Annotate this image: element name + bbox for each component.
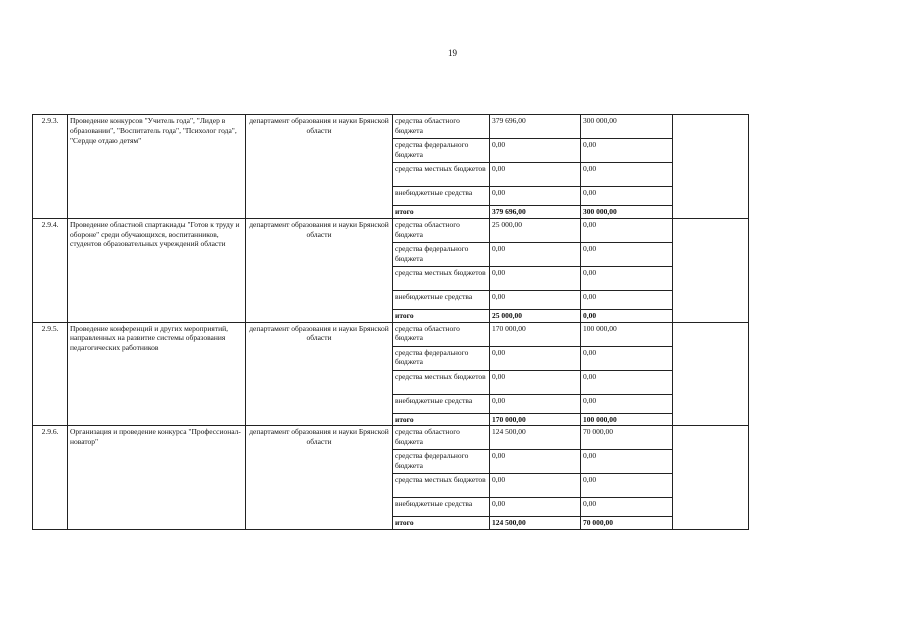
amount-year-1: 0,00	[490, 346, 581, 370]
amount-year-1: 124 500,00	[490, 517, 581, 530]
amount-year-2: 0,00	[581, 187, 673, 206]
amount-year-1: 25 000,00	[490, 309, 581, 322]
empty-column-cell	[673, 115, 749, 219]
total-label: итого	[393, 517, 490, 530]
funding-source-label: средства федерального бюджета	[393, 346, 490, 370]
amount-year-2: 0,00	[581, 309, 673, 322]
item-name: Проведение конкурсов "Учитель года", "Лидер в образовании", "Воспитатель года", "Психолог года", "Сердце отдаю детям"	[68, 115, 246, 219]
item-code: 2.9.3.	[33, 115, 68, 219]
amount-year-1: 124 500,00	[490, 426, 581, 450]
amount-year-2: 70 000,00	[581, 517, 673, 530]
amount-year-2: 70 000,00	[581, 426, 673, 450]
amount-year-1: 0,00	[490, 163, 581, 187]
empty-column-cell	[673, 218, 749, 322]
funding-source-label: средства областного бюджета	[393, 218, 490, 242]
total-label: итого	[393, 413, 490, 426]
budget-table	[32, 114, 749, 530]
funding-source-label: средства областного бюджета	[393, 115, 490, 139]
funding-source-label: средства федерального бюджета	[393, 242, 490, 266]
amount-year-2: 0,00	[581, 474, 673, 498]
item-name: Организация и проведение конкурса "Профессионал-новатор"	[68, 426, 246, 530]
amount-year-2: 0,00	[581, 266, 673, 290]
amount-year-2: 100 000,00	[581, 413, 673, 426]
funding-source-label: внебюджетные средства	[393, 187, 490, 206]
amount-year-2: 0,00	[581, 163, 673, 187]
funding-source-label: средства местных бюджетов	[393, 370, 490, 394]
amount-year-2: 0,00	[581, 498, 673, 517]
amount-year-1: 0,00	[490, 187, 581, 206]
amount-year-1: 0,00	[490, 139, 581, 163]
amount-year-1: 0,00	[490, 498, 581, 517]
page-number: 19	[448, 48, 457, 58]
amount-year-2: 0,00	[581, 139, 673, 163]
item-code: 2.9.5.	[33, 322, 68, 426]
funding-source-label: средства местных бюджетов	[393, 163, 490, 187]
table-row	[33, 322, 749, 346]
amount-year-1: 0,00	[490, 370, 581, 394]
empty-column-cell	[673, 322, 749, 426]
amount-year-1: 0,00	[490, 450, 581, 474]
amount-year-2: 0,00	[581, 218, 673, 242]
amount-year-2: 0,00	[581, 242, 673, 266]
total-label: итого	[393, 309, 490, 322]
amount-year-1: 170 000,00	[490, 322, 581, 346]
total-label: итого	[393, 206, 490, 219]
amount-year-2: 0,00	[581, 370, 673, 394]
funding-source-label: средства областного бюджета	[393, 322, 490, 346]
item-executor: департамент образования и науки Брянской области	[246, 218, 393, 322]
funding-source-label: внебюджетные средства	[393, 290, 490, 309]
funding-source-label: средства областного бюджета	[393, 426, 490, 450]
item-code: 2.9.4.	[33, 218, 68, 322]
amount-year-1: 379 696,00	[490, 115, 581, 139]
funding-source-label: средства федерального бюджета	[393, 450, 490, 474]
amount-year-2: 0,00	[581, 290, 673, 309]
amount-year-1: 379 696,00	[490, 206, 581, 219]
funding-source-label: средства федерального бюджета	[393, 139, 490, 163]
amount-year-2: 0,00	[581, 346, 673, 370]
amount-year-1: 0,00	[490, 266, 581, 290]
funding-source-label: средства местных бюджетов	[393, 474, 490, 498]
empty-column-cell	[673, 426, 749, 530]
item-executor: департамент образования и науки Брянской области	[246, 426, 393, 530]
amount-year-2: 300 000,00	[581, 115, 673, 139]
table-row	[33, 115, 749, 139]
item-executor: департамент образования и науки Брянской области	[246, 115, 393, 219]
amount-year-1: 170 000,00	[490, 413, 581, 426]
amount-year-2: 0,00	[581, 450, 673, 474]
item-code: 2.9.6.	[33, 426, 68, 530]
amount-year-1: 0,00	[490, 474, 581, 498]
funding-source-label: внебюджетные средства	[393, 498, 490, 517]
budget-table-body	[33, 115, 749, 530]
funding-source-label: внебюджетные средства	[393, 394, 490, 413]
amount-year-1: 0,00	[490, 394, 581, 413]
table-row	[33, 218, 749, 242]
item-name: Проведение областной спартакиады "Готов к труду и обороне" среди обучающихся, воспитанников, студентов образовательных учреждений области	[68, 218, 246, 322]
amount-year-2: 100 000,00	[581, 322, 673, 346]
amount-year-2: 0,00	[581, 394, 673, 413]
amount-year-1: 0,00	[490, 290, 581, 309]
amount-year-2: 300 000,00	[581, 206, 673, 219]
funding-source-label: средства местных бюджетов	[393, 266, 490, 290]
item-name: Проведение конференций и других мероприятий, направленных на развитие системы образования педагогических работников	[68, 322, 246, 426]
item-executor: департамент образования и науки Брянской области	[246, 322, 393, 426]
amount-year-1: 0,00	[490, 242, 581, 266]
amount-year-1: 25 000,00	[490, 218, 581, 242]
table-row	[33, 426, 749, 450]
